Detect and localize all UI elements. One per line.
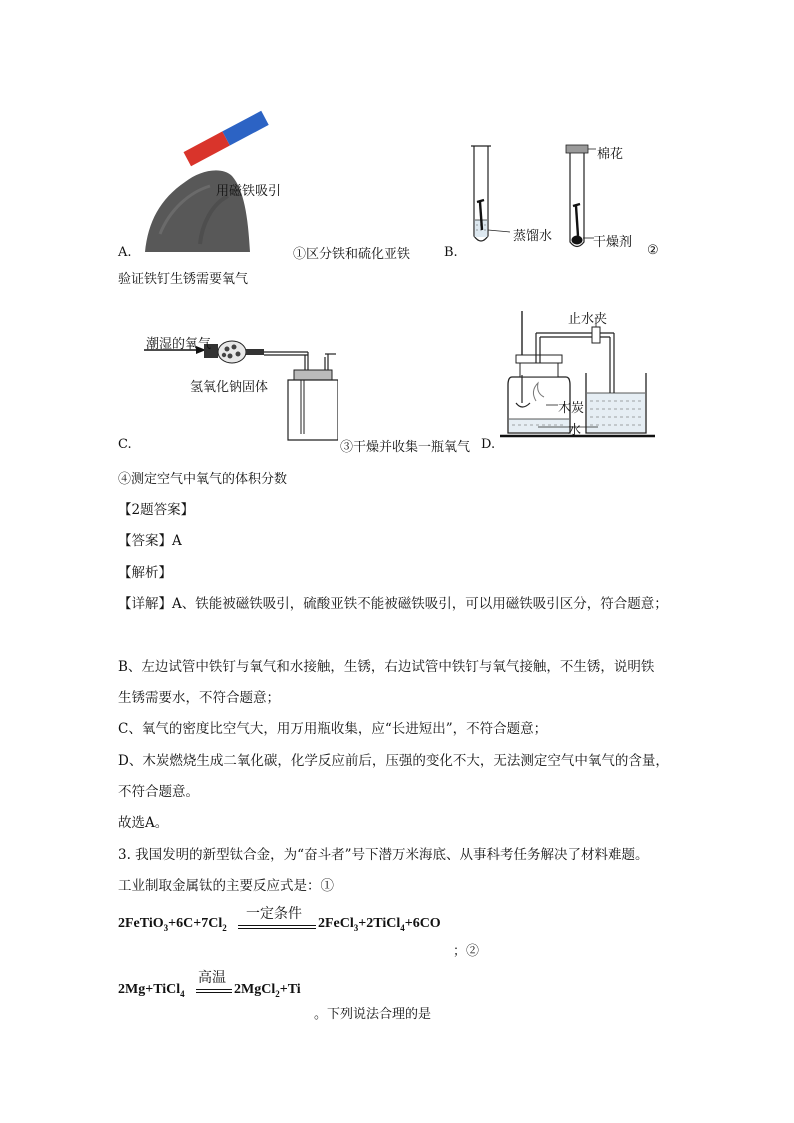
detail-d-line1: D、木炭燃烧生成二氧化碳，化学反应前后，压强的变化不大，无法测定空气中氧气的含量， bbox=[118, 753, 669, 769]
detail-a: 【详解】A、铁能被磁铁吸引，硫酸亚铁不能被磁铁吸引，可以用磁铁吸引区分，符合题意； bbox=[118, 596, 668, 612]
combustion-spoon bbox=[516, 403, 530, 407]
equation-1-bar-bottom bbox=[238, 928, 316, 929]
option-b-letter: B. bbox=[444, 245, 458, 260]
detail-b-line1: B、左边试管中铁钉与氧气和水接触，生锈，右边试管中铁钉与氧气接触，不生锈，说明铁 bbox=[118, 659, 655, 675]
magnet-north-pole bbox=[184, 131, 230, 166]
equation-1-bar-top bbox=[238, 925, 316, 926]
answer-heading: 【2题答案】 bbox=[118, 502, 195, 518]
desiccant-label: 干燥剂 bbox=[593, 235, 633, 250]
option-d-letter: D. bbox=[481, 437, 496, 452]
option-a-caption: ①区分铁和硫化亚铁 bbox=[293, 247, 411, 262]
water-label: 水 bbox=[568, 423, 582, 438]
jar-stopper bbox=[520, 363, 558, 377]
equation-2-lhs: 2Mg+TiCl$_4$ bbox=[118, 982, 185, 999]
detail-d-line2: 不符合题意。 bbox=[118, 784, 199, 800]
equation-1-rhs: 2FeCl$_3$+2TiCl$_4$+6CO bbox=[318, 916, 441, 933]
collection-bottle bbox=[288, 380, 338, 440]
option-b-caption-number: ② bbox=[647, 243, 659, 258]
option-d-caption: ④测定空气中氧气的体积分数 bbox=[118, 472, 288, 487]
question-3-line1: 3. 我国发明的新型钛合金，为“奋斗者”号下潜万米海底、从事科考任务解决了材料难题。 bbox=[118, 847, 649, 863]
option-c-caption: ③干燥并收集一瓶氧气 bbox=[340, 440, 471, 455]
right-iron-nail bbox=[576, 206, 578, 236]
equation-2-suffix: 。下列说法合理的是 bbox=[314, 1007, 432, 1022]
option-c-letter: C. bbox=[118, 437, 132, 452]
charcoal-label: 木炭 bbox=[558, 401, 585, 416]
detail-c: C、氧气的密度比空气大，用万用瓶收集，应“长进短出”，不符合题意； bbox=[118, 721, 548, 737]
magnet-label: 用磁铁吸引 bbox=[216, 184, 282, 199]
magnet-south-pole bbox=[222, 111, 268, 146]
equation-2-bar-bottom bbox=[196, 992, 232, 993]
equation-2-rhs: 2MgCl$_2$+Ti bbox=[234, 982, 301, 999]
drying-tube-bulb bbox=[218, 341, 246, 363]
question-3-line2: 工业制取金属钛的主要反应式是：① bbox=[118, 878, 334, 894]
distilled-water-label: 蒸馏水 bbox=[513, 229, 553, 244]
equation-2-bar-top bbox=[196, 989, 232, 990]
equation-1-condition: 一定条件 bbox=[246, 906, 302, 922]
cotton-label: 棉花 bbox=[597, 147, 624, 162]
detail-b-line2: 生锈需要水，不符合题意； bbox=[118, 690, 280, 706]
equation-1-suffix: ；② bbox=[453, 944, 480, 959]
answer-line: 【答案】A bbox=[118, 533, 182, 549]
water-clamp-label: 止水夹 bbox=[568, 312, 608, 327]
analysis-heading: 【解析】 bbox=[118, 565, 172, 581]
humid-oxygen-label: 潮湿的氧气 bbox=[146, 337, 212, 352]
equation-1-lhs: $2FeTiO_3+6C+7Cl_2$ bbox=[118, 916, 227, 933]
cotton-plug bbox=[566, 145, 588, 153]
desiccant bbox=[572, 236, 583, 245]
water-clamp bbox=[592, 327, 600, 343]
conclusion: 故选A。 bbox=[118, 815, 169, 831]
option-b-caption: 验证铁钉生锈需要氧气 bbox=[118, 272, 249, 287]
equation-2-condition: 高温 bbox=[198, 970, 226, 986]
charcoal-flame bbox=[533, 383, 544, 401]
sodium-hydroxide-label: 氢氧化钠固体 bbox=[190, 380, 269, 395]
option-a-letter: A. bbox=[118, 245, 132, 260]
magnet-powder-image bbox=[140, 104, 290, 254]
